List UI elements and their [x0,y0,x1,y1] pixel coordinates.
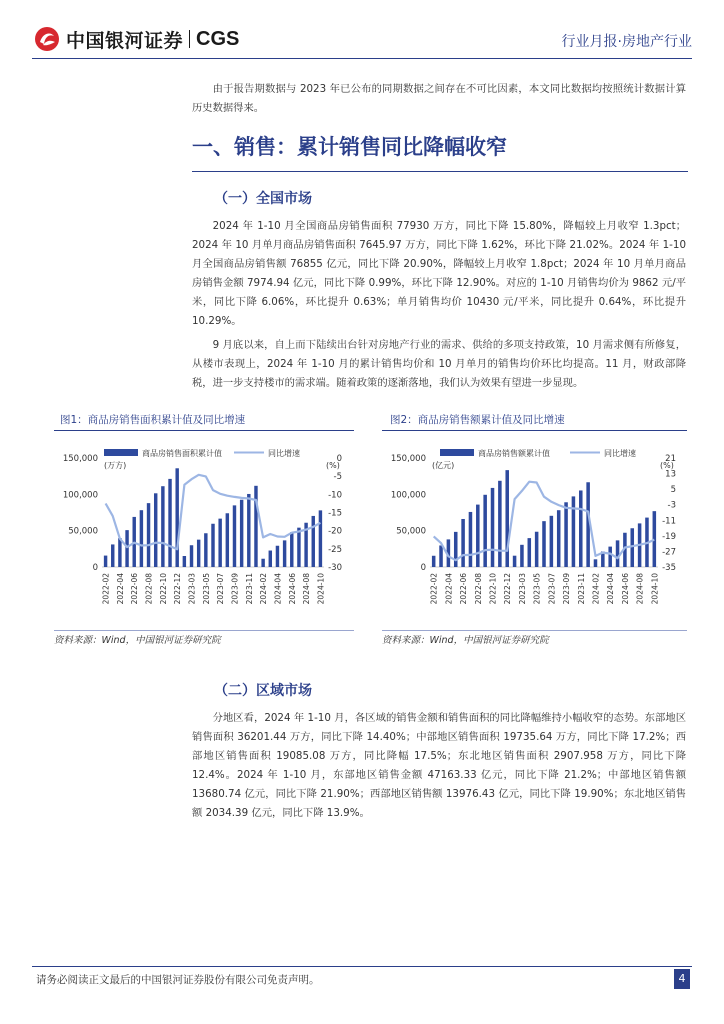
x-axis-tick-label: 2022-04 [115,573,125,605]
bar [535,532,539,567]
x-axis-tick-label: 2022-06 [130,573,140,605]
right-axis-tick-label: -35 [662,563,676,573]
brand-separator [189,30,190,48]
subsection-title-national: （一）全国市场 [214,191,312,207]
right-axis-tick-label: 0 [336,454,342,464]
x-axis-tick-label: 2023-05 [201,573,211,605]
figure1-bottom-rule [54,630,354,631]
figure2-chart [382,440,687,628]
bar [290,532,293,567]
brand-name-cn: 中国银河证券 [66,29,184,52]
bar [118,538,121,567]
bar [247,494,250,567]
national-paragraph-2: 9 月底以来，自上而下陆续出台针对房地产行业的需求、供给的多项支持政策，10 月需求侧有所修复，从楼市表现上，2024 年 1-10 月的累计销售均价和 10 月单月的销售均价环比均提高。11 月，财政部降税，进一步支持楼市的需求端。随着政策的逐渐落地，我们认为效果有望进一步显现。 [192,339,686,389]
left-axis-tick-label: 0 [92,563,98,573]
bar [513,556,517,567]
bar [616,540,620,567]
x-axis-tick-label: 2022-12 [503,573,513,605]
bar [491,488,495,567]
bar [218,519,221,567]
regional-paragraph: 分地区看，2024 年 1-10 月，各区域的销售金额和销售面积的同比降幅维持小幅收窄的态势。东部地区销售面积 36201.44 万方，同比下降 14.40%；中部地区销售面积 19735.64 万方，同比下降 17.2%；西部地区销售面积 19085.08 万方，同比降幅 17.5%；东北地区销售面积 2907.958 万方，同比下降 12.4%。2024 年 1-10 月，东部地区销售金额 47163.33 亿元，同比下降 21.2%；中部地区销售额 13680.74 亿元，同比下降 21.90%；西部地区销售额 13976.43 亿元，同比下降 19.90%；东北地区销售额 2034.39 亿元，同比下降 13.9%。 [192,712,686,819]
bar [269,551,272,567]
x-axis-tick-label: 2022-08 [144,573,154,605]
left-axis-tick-label: 100,000 [62,490,98,501]
x-axis-tick-label: 2022-10 [158,573,168,605]
x-axis-tick-label: 2023-07 [216,573,226,605]
right-axis-tick-label: -20 [328,526,342,537]
figure1-chart [54,440,354,628]
figure1-top-rule [54,430,354,431]
bar [168,479,171,567]
x-axis-tick-label: 2023-03 [517,573,527,605]
report-type: 行业月报·房地产行业 [561,34,692,50]
brand-logo [34,24,239,54]
left-axis-tick-label: 150,000 [390,454,426,464]
bar [528,538,532,567]
left-axis-unit: (亿元) [432,461,455,470]
left-axis-tick-label: 50,000 [396,526,426,537]
bar [175,468,178,567]
footer-divider [32,966,692,967]
bar [564,502,568,567]
figure1-source: 资料来源：Wind，中国银河证券研究院 [54,635,221,646]
x-axis-tick-label: 2022-02 [429,573,439,605]
bar [125,530,128,567]
bar [319,510,322,567]
bar [630,528,634,567]
right-axis-tick-label: 5 [670,485,676,496]
legend-bar-swatch [440,449,474,456]
right-axis-tick-label: -19 [662,531,676,542]
footer-disclaimer: 请务必阅读正文最后的中国银河证券股份有限公司免责声明。 [36,974,320,986]
right-axis-tick-label: -10 [328,490,342,501]
bar [454,532,458,567]
x-axis-tick-label: 2023-11 [244,573,254,605]
x-axis-tick-label: 2022-02 [101,573,111,605]
x-axis-tick-label: 2024-04 [606,573,616,605]
bar [557,510,561,567]
x-axis-tick-label: 2024-10 [650,573,660,605]
bar [572,496,576,567]
bar [226,513,229,567]
bar [204,533,207,567]
x-axis-tick-label: 2024-08 [635,573,645,605]
right-axis-unit: (%) [660,461,674,470]
bar [594,559,598,567]
bar [154,493,157,567]
x-axis-tick-label: 2022-12 [173,573,183,605]
x-axis-tick-label: 2023-09 [562,573,572,605]
figure1-title: 图1：商品房销售面积累计值及同比增速 [60,414,246,426]
bar [147,503,150,567]
right-axis-tick-label: -25 [328,544,342,555]
bar [461,519,465,567]
bar [550,516,554,567]
bar [505,470,509,567]
intro-paragraph: 由于报告期数据与 2023 年已公布的同期数据之间存在不可比因素，本文同比数据均按照统计数据计算历史数据得来。 [192,83,686,114]
figure2-bottom-rule [382,630,687,631]
bar [276,546,279,567]
section-title: 一、销售：累计销售同比降幅收窄 [192,135,507,159]
bar [297,528,300,567]
x-axis-tick-label: 2022-06 [459,573,469,605]
bar [439,545,443,567]
bar [432,556,436,567]
x-axis-tick-label: 2022-10 [488,573,498,605]
left-axis-unit: (万方) [104,461,127,470]
right-axis-tick-label: -27 [662,547,676,558]
right-axis-tick-label: -3 [667,500,676,511]
bar [469,512,473,567]
bar [197,540,200,567]
bar [542,521,546,567]
x-axis-tick-label: 2023-07 [547,573,557,605]
bar [283,540,286,567]
left-axis-tick-label: 100,000 [390,490,426,501]
figure2-source: 资料来源：Wind，中国银河证券研究院 [382,635,549,646]
legend-bar-label: 商品房销售面积累计值 [142,449,222,458]
legend-line-label: 同比增速 [268,449,300,458]
right-axis-tick-label: 21 [665,454,676,464]
figure2-top-rule [382,430,687,431]
bar [520,545,524,567]
x-axis-tick-label: 2024-06 [620,573,630,605]
bar [240,500,243,567]
brand-logo-icon [34,26,60,52]
x-axis-tick-label: 2024-04 [273,573,283,605]
bar [498,481,502,567]
bar [111,544,114,567]
bar [140,510,143,567]
bar [261,559,264,567]
national-paragraph-1: 2024 年 1-10 月全国商品房销售面积 77930 万方，同比下降 15.80%，降幅较上月收窄 1.3pct；2024 年 10 月单月商品房销售面积 7645.97 万方，同比下降 1.62%，环比下降 21.02%。2024 年 1-10 月全国商品房销售额 76855 亿元，同比下降 20.90%，降幅较上月收窄 1.8pct；2024 年 10 月单月商品房销售金额 7974.94 亿元，同比下降 0.99%，环比下降 12.90%。对应的 1-10 月销售均价为 9862 元/平米，同比下降 6.06%，环比提升 0.63%；单月销售均价 10430 元/平米，同比提升 0.64%，环比提升 10.29%。 [192,220,686,327]
right-axis-unit: (%) [326,461,340,470]
x-axis-tick-label: 2023-09 [230,573,240,605]
x-axis-tick-label: 2024-06 [287,573,297,605]
header-divider [32,58,692,59]
x-axis-tick-label: 2023-11 [576,573,586,605]
brand-name-en: CGS [196,27,240,50]
left-axis-tick-label: 150,000 [62,454,98,464]
legend-bar-swatch [104,449,138,456]
x-axis-tick-label: 2024-08 [302,573,312,605]
section-title-underline [192,171,688,172]
x-axis-tick-label: 2024-02 [591,573,601,605]
x-axis-tick-label: 2022-04 [444,573,454,605]
x-axis-tick-label: 2023-05 [532,573,542,605]
x-axis-tick-label: 2024-10 [316,573,326,605]
bar [312,516,315,567]
bar [476,505,480,567]
page-header [0,0,724,60]
left-axis-tick-label: 0 [420,563,426,573]
subsection-title-regional: （二）区域市场 [214,683,312,699]
legend-bar-label: 商品房销售额累计值 [478,449,550,458]
x-axis-tick-label: 2024-02 [259,573,269,605]
bar [483,495,487,567]
page-number: 4 [674,969,690,989]
bar [579,490,583,567]
bar [254,486,257,567]
bar [211,524,214,567]
bar [233,505,236,567]
bar [183,556,186,567]
legend-line-label: 同比增速 [604,449,636,458]
right-axis-tick-label: -30 [328,563,342,573]
right-axis-tick-label: -11 [662,516,676,527]
figure2-title: 图2：商品房销售额累计值及同比增速 [390,414,565,426]
left-axis-tick-label: 50,000 [68,526,98,537]
bar [161,486,164,567]
bar [104,556,107,567]
right-axis-tick-label: -15 [328,508,342,519]
x-axis-tick-label: 2022-08 [473,573,483,605]
bar [190,545,193,567]
x-axis-tick-label: 2023-03 [187,573,197,605]
bar [608,547,612,567]
right-axis-tick-label: -5 [333,472,342,483]
right-axis-tick-label: 13 [665,469,676,480]
